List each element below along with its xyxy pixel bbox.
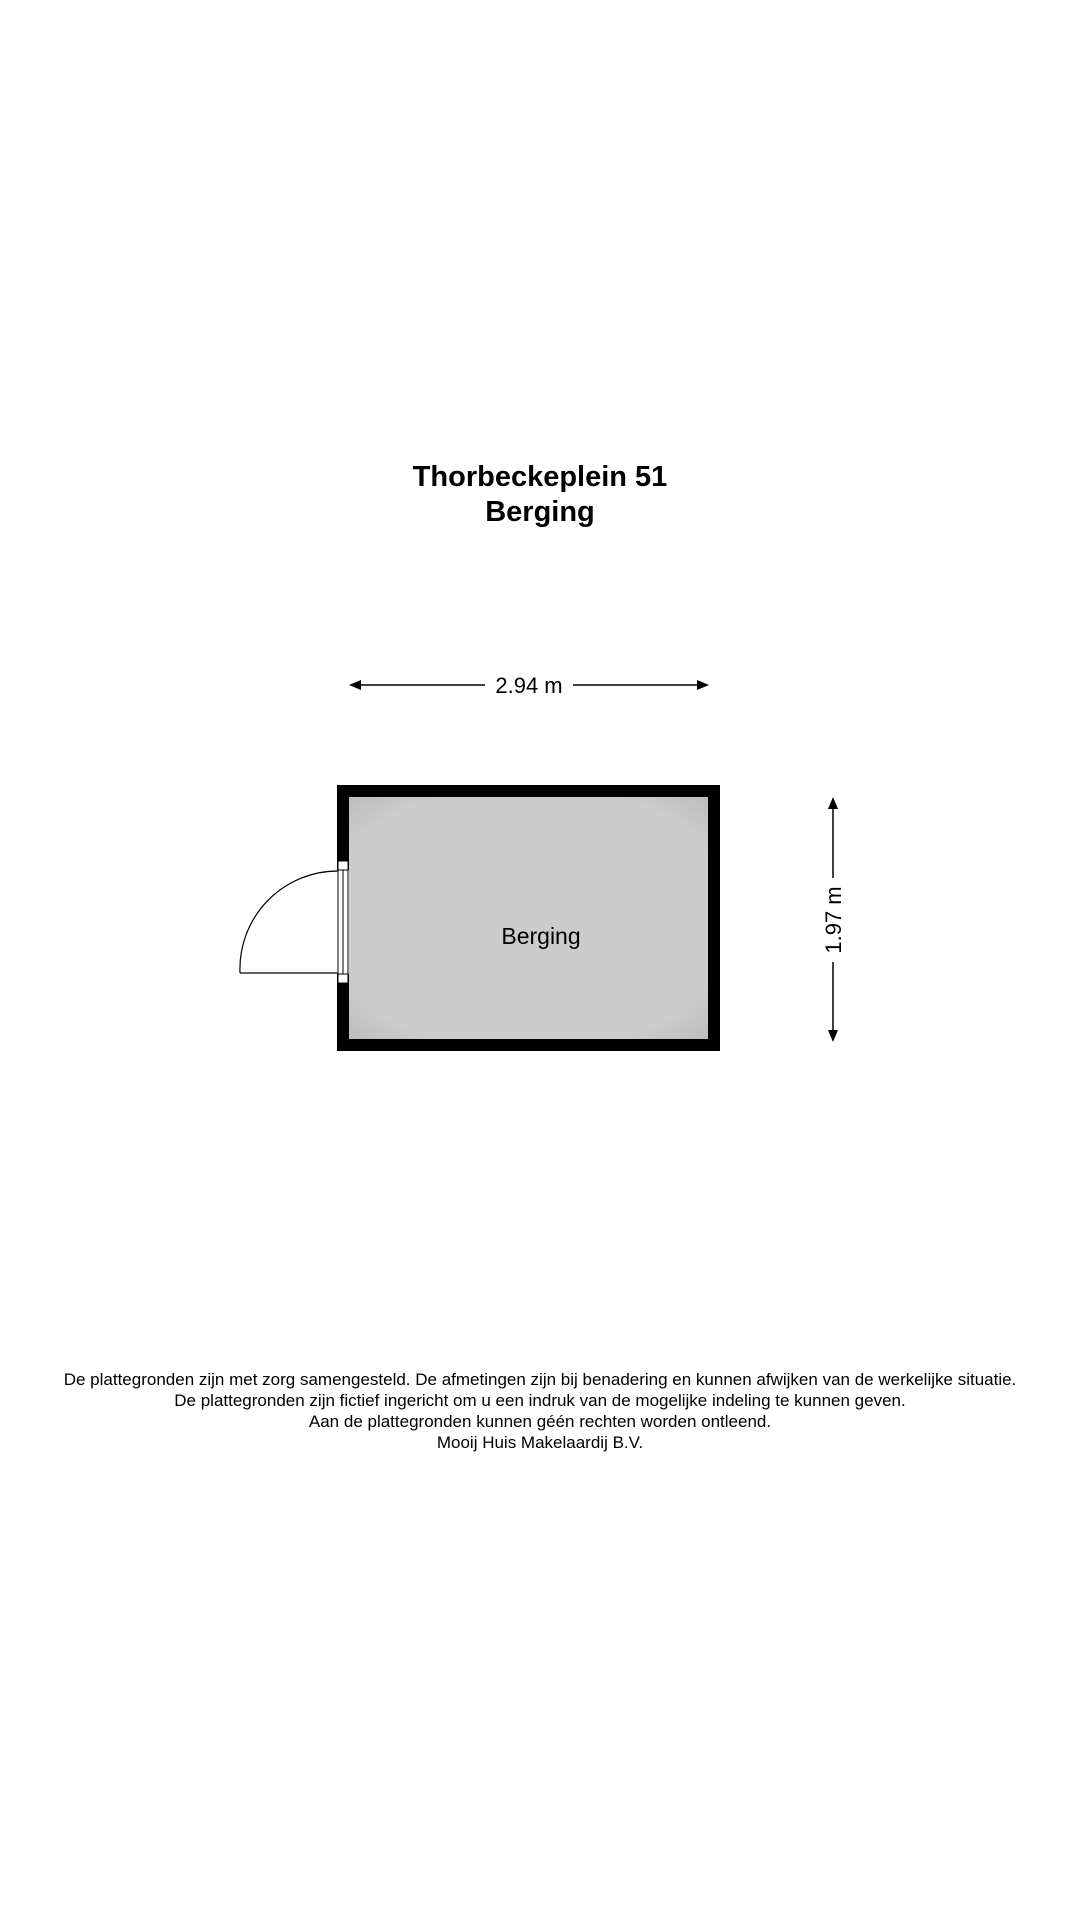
disclaimer-line: De plattegronden zijn fictief ingericht om u een indruk van de mogelijke indeling te kunnen geven. (174, 1391, 906, 1410)
height-dimension (821, 797, 846, 1042)
company-name: Mooij Huis Makelaardij B.V. (436, 1433, 644, 1452)
disclaimer-line: De plattegronden zijn met zorg samengesteld. De afmetingen zijn bij benadering en kunnen afwijken van de werkelijke situatie. (63, 1370, 1017, 1389)
disclaimer (0, 1369, 1080, 1453)
disclaimer-line: Aan de plattegronden kunnen géén rechten worden ontleend. (308, 1412, 772, 1431)
height-arrow-top-icon (828, 797, 838, 809)
width-arrow-right-icon (697, 680, 709, 690)
width-arrow-left-icon (349, 680, 361, 690)
door-jamb-bottom (338, 974, 348, 983)
width-dimension (349, 673, 709, 698)
door (240, 861, 349, 983)
width-label: 2.94 m (495, 673, 563, 698)
room-interior (349, 797, 708, 1039)
door-jamb-top (338, 861, 348, 870)
address-title: Thorbeckeplein 51 (412, 461, 668, 493)
floor-title: Berging (485, 496, 595, 528)
room-label: Berging (501, 923, 581, 949)
height-label: 1.97 m (821, 886, 846, 954)
height-arrow-bottom-icon (828, 1030, 838, 1042)
door-swing-arc (240, 871, 338, 973)
